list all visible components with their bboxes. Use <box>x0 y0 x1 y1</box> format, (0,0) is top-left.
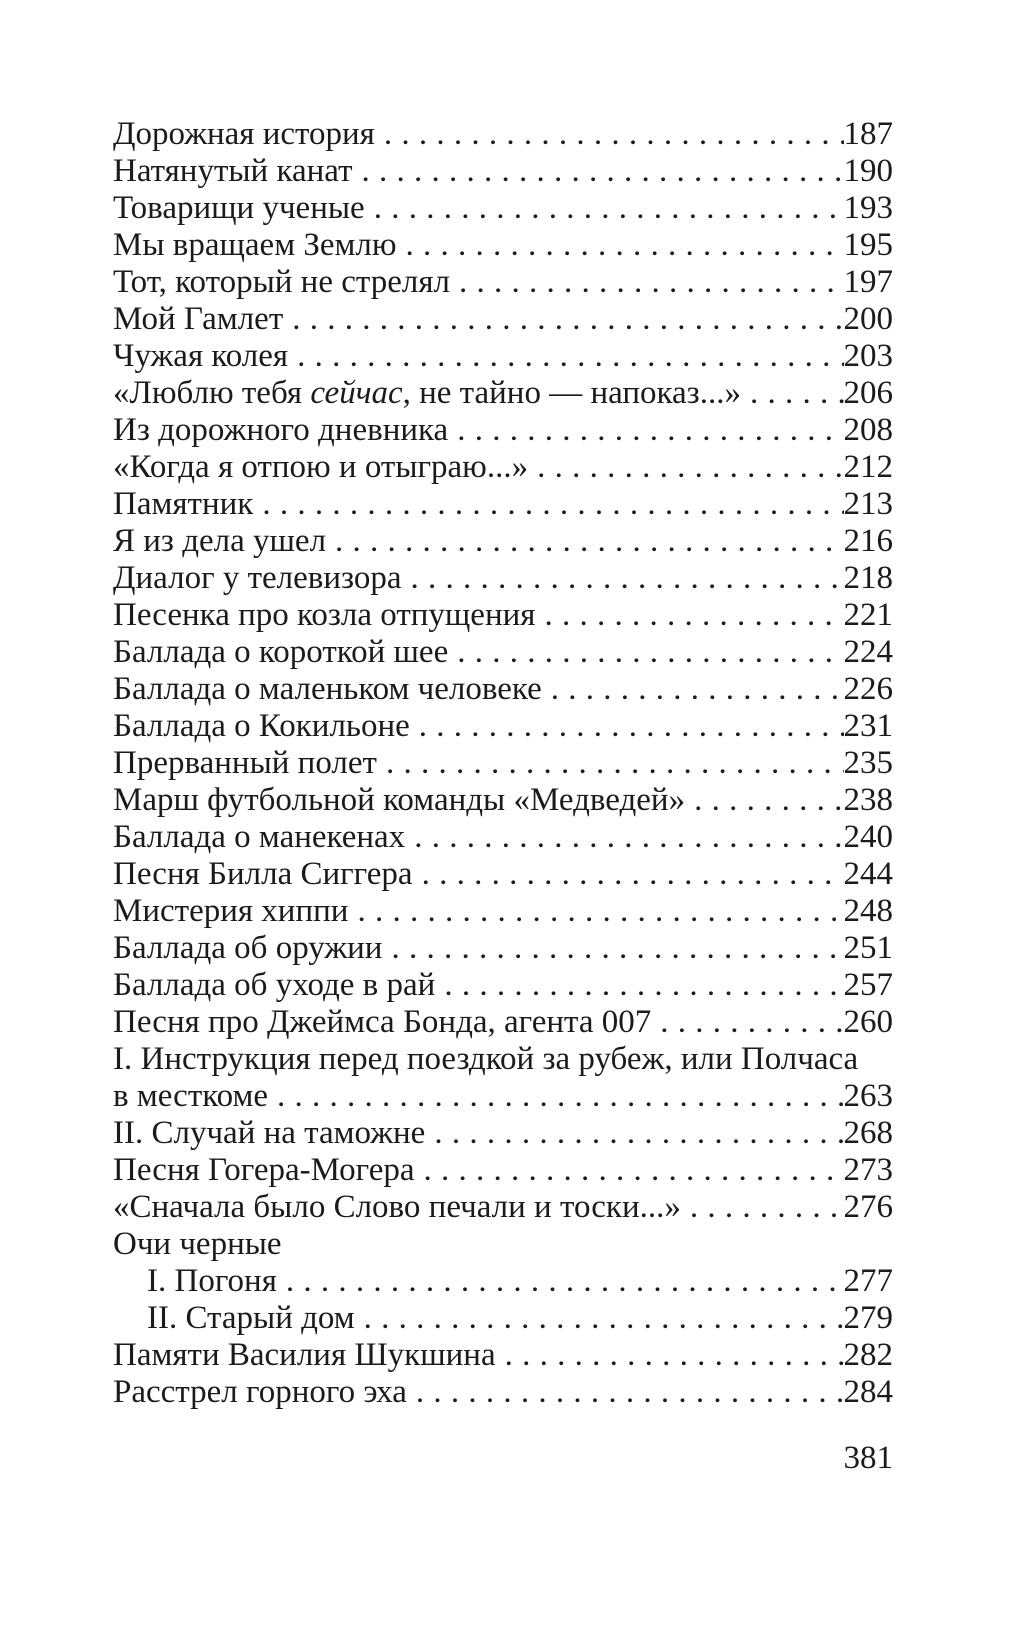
toc-leader-dots <box>419 708 844 745</box>
toc-entry-title: «Сначала было Слово печали и тоски...» <box>113 1189 681 1225</box>
toc-entry <box>113 1078 893 1115</box>
toc-entry-page: 224 <box>843 634 893 670</box>
toc-entry-page: 277 <box>843 1263 893 1299</box>
toc-entry-title: Баллада о Кокильоне <box>113 708 410 744</box>
toc-entry <box>113 338 893 375</box>
toc-leader-dots <box>660 1004 843 1041</box>
toc-leader-dots <box>750 375 844 412</box>
toc-leader-dots <box>694 782 843 819</box>
toc-entry-title: Чужая колея <box>113 338 289 374</box>
toc-entry-page: 208 <box>843 412 893 448</box>
toc-leader-dots <box>457 634 843 671</box>
toc-leader-dots <box>292 301 843 338</box>
toc-entry <box>113 782 893 819</box>
toc-leader-dots <box>406 227 844 264</box>
toc-leader-dots <box>505 1337 844 1374</box>
toc-leader-dots <box>357 893 843 930</box>
toc-entry-title: II. Случай на таможне <box>113 1115 426 1151</box>
toc-entry <box>113 1004 893 1041</box>
toc-entry-page: 276 <box>843 1189 893 1225</box>
toc-entry <box>113 856 893 893</box>
toc-entry-title: Песня Гогера-Могера <box>113 1152 415 1188</box>
toc-entry-title: I. Инструкция перед поездкой за рубеж, или Полчаса <box>113 1041 859 1077</box>
toc-entry <box>113 301 893 338</box>
toc-entry-title: Баллада о короткой шее <box>113 634 449 670</box>
toc-leader-dots <box>277 1078 843 1115</box>
toc-entry-title: Прерванный полет <box>113 745 377 781</box>
toc-entry-page: 197 <box>843 264 893 300</box>
toc-entry-page: 260 <box>843 1004 893 1040</box>
toc-entry <box>113 116 893 153</box>
toc-entry-title: Тот, который не стрелял <box>113 264 450 300</box>
toc-entry-page: 273 <box>843 1152 893 1188</box>
toc-entry-title: Песенка про козла отпущения <box>113 597 536 633</box>
toc-entry-title: Баллада о маленьком человеке <box>113 671 542 707</box>
toc-entry-title: Баллада об оружии <box>113 930 383 966</box>
toc-entry-title: Расстрел горного эха <box>113 1374 407 1410</box>
toc-leader-dots <box>364 1300 844 1337</box>
toc-entry-page: 257 <box>843 967 893 1003</box>
toc-entry-title <box>113 375 741 412</box>
toc-leader-dots <box>286 1263 844 1300</box>
toc-leader-dots <box>386 745 844 782</box>
toc-entry-title: Мой Гамлет <box>113 301 284 337</box>
toc-leader-dots <box>374 190 844 227</box>
toc-entry <box>113 412 893 449</box>
toc-entry-page: 282 <box>843 1337 893 1373</box>
toc-leader-dots <box>414 819 843 856</box>
toc-entry <box>113 745 893 782</box>
toc-entry-title: «Когда я отпою и отыграю...» <box>113 449 529 485</box>
toc-entry-page: 193 <box>843 190 893 226</box>
toc-entry <box>113 523 893 560</box>
toc-leader-dots <box>416 1374 844 1411</box>
toc-entry-title: Мистерия хиппи <box>113 893 349 929</box>
toc-entry <box>113 1263 893 1300</box>
toc-entry-page: 231 <box>843 708 893 744</box>
toc-entry-page: 195 <box>843 227 893 263</box>
toc-entry-title: Песня Билла Сиггера <box>113 856 413 892</box>
toc-entry-page: 200 <box>843 301 893 337</box>
toc-leader-dots <box>297 338 843 375</box>
toc-leader-dots <box>544 597 843 634</box>
toc-leader-dots <box>384 116 844 153</box>
toc-entry <box>113 819 893 856</box>
toc-leader-dots <box>391 930 843 967</box>
toc-entry <box>113 560 893 597</box>
toc-entry <box>113 930 893 967</box>
toc-entry-title: Марш футбольной команды «Медведей» <box>113 782 686 818</box>
toc-entry-page: 240 <box>843 819 893 855</box>
toc-entry <box>113 1300 893 1337</box>
toc-entry <box>113 893 893 930</box>
toc-leader-dots <box>262 486 843 523</box>
toc-entry <box>113 634 893 671</box>
toc-entry-title: Памяти Василия Шукшина <box>113 1337 496 1373</box>
table-of-contents <box>113 116 893 1411</box>
toc-entry-title-pre: «Люблю тебя <box>113 375 311 411</box>
toc-entry-title: Очи черные <box>113 1226 282 1262</box>
toc-entry-page: 251 <box>843 930 893 966</box>
toc-entry-title: Натянутый канат <box>113 153 353 189</box>
toc-entry-page: 268 <box>843 1115 893 1151</box>
toc-entry-page: 203 <box>843 338 893 374</box>
toc-entry-page: 235 <box>843 745 893 781</box>
toc-entry-page: 244 <box>843 856 893 892</box>
page-number: 381 <box>843 1440 893 1476</box>
toc-entry-page: 248 <box>843 893 893 929</box>
toc-entry-title: Дорожная история <box>113 116 375 152</box>
toc-entry-title-post: , не тайно — напоказ...» <box>402 375 741 411</box>
toc-entry-page: 190 <box>843 153 893 189</box>
toc-entry <box>113 1226 893 1263</box>
toc-entry-page: 238 <box>843 782 893 818</box>
toc-entry-title-italic: сейчас <box>310 375 403 411</box>
toc-entry <box>113 375 893 412</box>
toc-leader-dots <box>422 856 844 893</box>
toc-entry-title: Из дорожного дневника <box>113 412 449 448</box>
toc-leader-dots <box>434 1115 843 1152</box>
toc-leader-dots <box>362 153 844 190</box>
toc-entry <box>113 597 893 634</box>
toc-leader-dots <box>335 523 843 560</box>
toc-entry-page: 206 <box>843 375 893 411</box>
toc-entry-page: 212 <box>843 449 893 485</box>
toc-entry <box>113 671 893 708</box>
toc-entry <box>113 708 893 745</box>
toc-leader-dots <box>424 1152 844 1189</box>
toc-entry-page: 279 <box>843 1300 893 1336</box>
toc-entry <box>113 1189 893 1226</box>
toc-entry <box>113 449 893 486</box>
toc-entry <box>113 1115 893 1152</box>
toc-leader-dots <box>690 1189 844 1226</box>
toc-entry-title: Песня про Джеймса Бонда, агента 007 <box>113 1004 652 1040</box>
toc-entry <box>113 227 893 264</box>
toc-entry-title: Памятник <box>113 486 254 522</box>
toc-entry-title: Диалог у телевизора <box>113 560 402 596</box>
toc-entry-title: I. Погоня <box>147 1263 277 1299</box>
toc-entry <box>113 190 893 227</box>
toc-entry-title: в месткоме <box>113 1078 269 1114</box>
toc-leader-dots <box>444 967 843 1004</box>
toc-entry <box>113 1152 893 1189</box>
toc-entry-title: Товарищи ученые <box>113 190 365 226</box>
toc-leader-dots <box>411 560 844 597</box>
toc-entry-page: 216 <box>843 523 893 559</box>
toc-entry <box>113 1374 893 1411</box>
toc-entry-page: 221 <box>843 597 893 633</box>
toc-entry-title: Баллада об уходе в рай <box>113 967 436 1003</box>
toc-entry-title: Баллада о манекенах <box>113 819 406 855</box>
toc-entry-title: Мы вращаем Землю <box>113 227 397 263</box>
toc-entry-title: Я из дела ушел <box>113 523 327 559</box>
toc-entry <box>113 486 893 523</box>
toc-entry-page: 284 <box>843 1374 893 1410</box>
toc-entry-page: 263 <box>843 1078 893 1114</box>
toc-leader-dots <box>551 671 844 708</box>
toc-entry-page: 187 <box>843 116 893 152</box>
toc-leader-dots <box>459 264 844 301</box>
toc-entry-page: 218 <box>843 560 893 596</box>
toc-entry-title: II. Старый дом <box>147 1300 355 1336</box>
toc-leader-dots <box>537 449 843 486</box>
toc-entry <box>113 1337 893 1374</box>
toc-leader-dots <box>457 412 843 449</box>
toc-entry <box>113 967 893 1004</box>
toc-entry <box>113 264 893 301</box>
toc-entry-page: 213 <box>843 486 893 522</box>
toc-entry <box>113 1041 893 1078</box>
toc-entry-page: 226 <box>843 671 893 707</box>
toc-entry <box>113 153 893 190</box>
